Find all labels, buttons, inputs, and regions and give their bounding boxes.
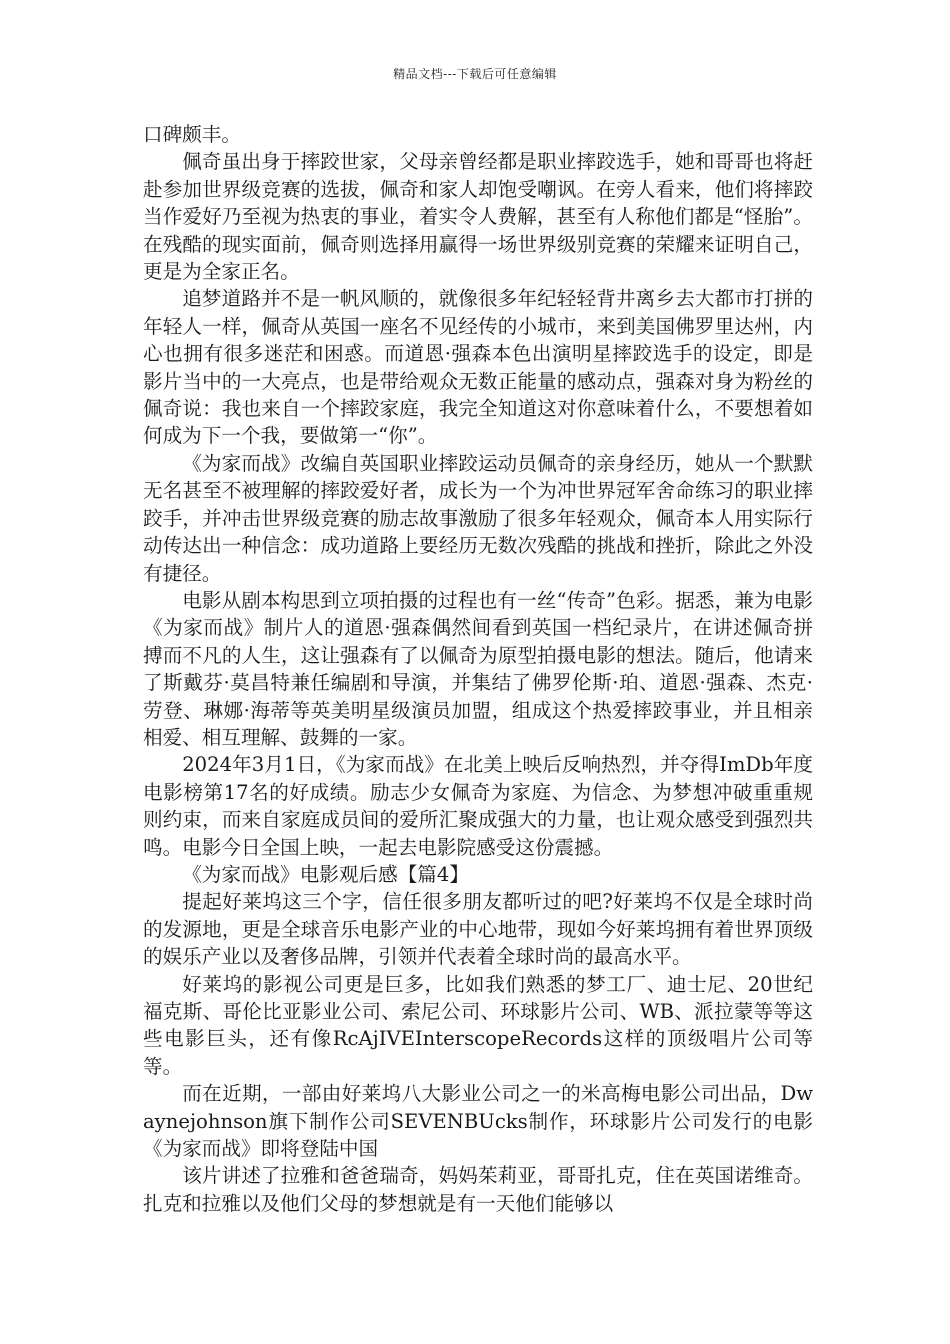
paragraph-3: 追梦道路并不是一帆风顺的，就像很多年纪轻轻背井离乡去大都市打拼的年轻人一样，佩奇从英国一座名不见经传的小城市，来到美国佛罗里达州，内心也拥有很多迷茫和困惑。而道恩·强森本色出演明星摔跤选手的设定，即是影片当中的一大亮点，也是带给观众无数正能量的感动点，强森对身为粉丝的佩奇说：我也来自一个摔跤家庭，我完全知道这对你意味着什么，不要想着如何成为下一个我，要做第一“你”。 (143, 287, 813, 448)
paragraph-4: 《为家而战》改编自英国职业摔跤运动员佩奇的亲身经历，她从一个默默无名甚至不被理解的摔跤爱好者，成长为一个为冲世界冠军舍命练习的职业摔跤手，并冲击世界级竞赛的励志故事激励了很多年轻观众，佩奇本人用实际行动传达出一种信念：成功道路上要经历无数次残酷的挑战和挫折，除此之外没有捷径。 (143, 451, 813, 585)
paragraph-2: 佩奇虽出身于摔跤世家，父母亲曾经都是职业摔跤选手，她和哥哥也将赶赴参加世界级竞赛的选拔，佩奇和家人却饱受嘲讽。在旁人看来，他们将摔跤当作爱好乃至视为热衷的事业，着实令人费解，甚至有人称他们都是“怪胎”。在残酷的现实面前，佩奇则选择用赢得一场世界级别竞赛的荣耀来证明自己，更是为全家正名。 (143, 150, 813, 284)
paragraph-6: 2024年3月1日，《为家而战》在北美上映后反响热烈，并夺得ImDb年度电影榜第17名的好成绩。励志少女佩奇为家庭、为信念、为梦想冲破重重规则约束，而来自家庭成员间的爱所汇聚成强大的力量，也让观众感受到强烈共鸣。电影今日全国上映，一起去电影院感受这份震撼。 (143, 753, 813, 859)
paragraph-11: 该片讲述了拉雅和爸爸瑞奇，妈妈茱莉亚，哥哥扎克，住在英国诺维奇。扎克和拉雅以及他们父母的梦想就是有一天他们能够以 (143, 1164, 813, 1215)
paragraph-1: 口碑颇丰。 (143, 123, 241, 146)
paragraph-8: 提起好莱坞这三个字，信任很多朋友都听过的吧?好莱坞不仅是全球时尚的发源地，更是全球音乐电影产业的中心地带，现如今好莱坞拥有着世界顶级的娱乐产业以及奢侈品牌，引领并代表着全球时尚的最高水平。 (143, 890, 813, 969)
page-header: 精品文档---下载后可任意编辑 (393, 67, 557, 81)
paragraph-9: 好莱坞的影视公司更是巨多，比如我们熟悉的梦工厂、迪士尼、20世纪福克斯、哥伦比亚影业公司、索尼公司、环球影片公司、WB、派拉蒙等等这些电影巨头，还有像RcAjIVEInterscopeRecords这样的顶级唱片公司等等。 (143, 972, 813, 1078)
section-heading: 《为家而战》电影观后感【篇4】 (182, 862, 469, 886)
article-body (143, 121, 813, 1217)
paragraph-10: 而在近期，一部由好莱坞八大影业公司之一的米高梅电影公司出品，Dwaynejohnson旗下制作公司SEVENBUcks制作，环球影片公司发行的电影《为家而战》即将登陆中国 (143, 1082, 813, 1161)
paragraph-5: 电影从剧本构思到立项拍摄的过程也有一丝“传奇”色彩。据悉，兼为电影《为家而战》制片人的道恩·强森偶然间看到英国一档纪录片，在讲述佩奇拼搏而不凡的人生，这让强森有了以佩奇为原型拍摄电影的想法。随后，他请来了斯戴芬·莫昌特兼任编剧和导演，并集结了佛罗伦斯·珀、道恩·强森、杰克·劳登、琳娜·海蒂等英美明星级演员加盟，组成这个热爱摔跤事业，并且相亲相爱、相互理解、鼓舞的一家。 (143, 588, 813, 749)
